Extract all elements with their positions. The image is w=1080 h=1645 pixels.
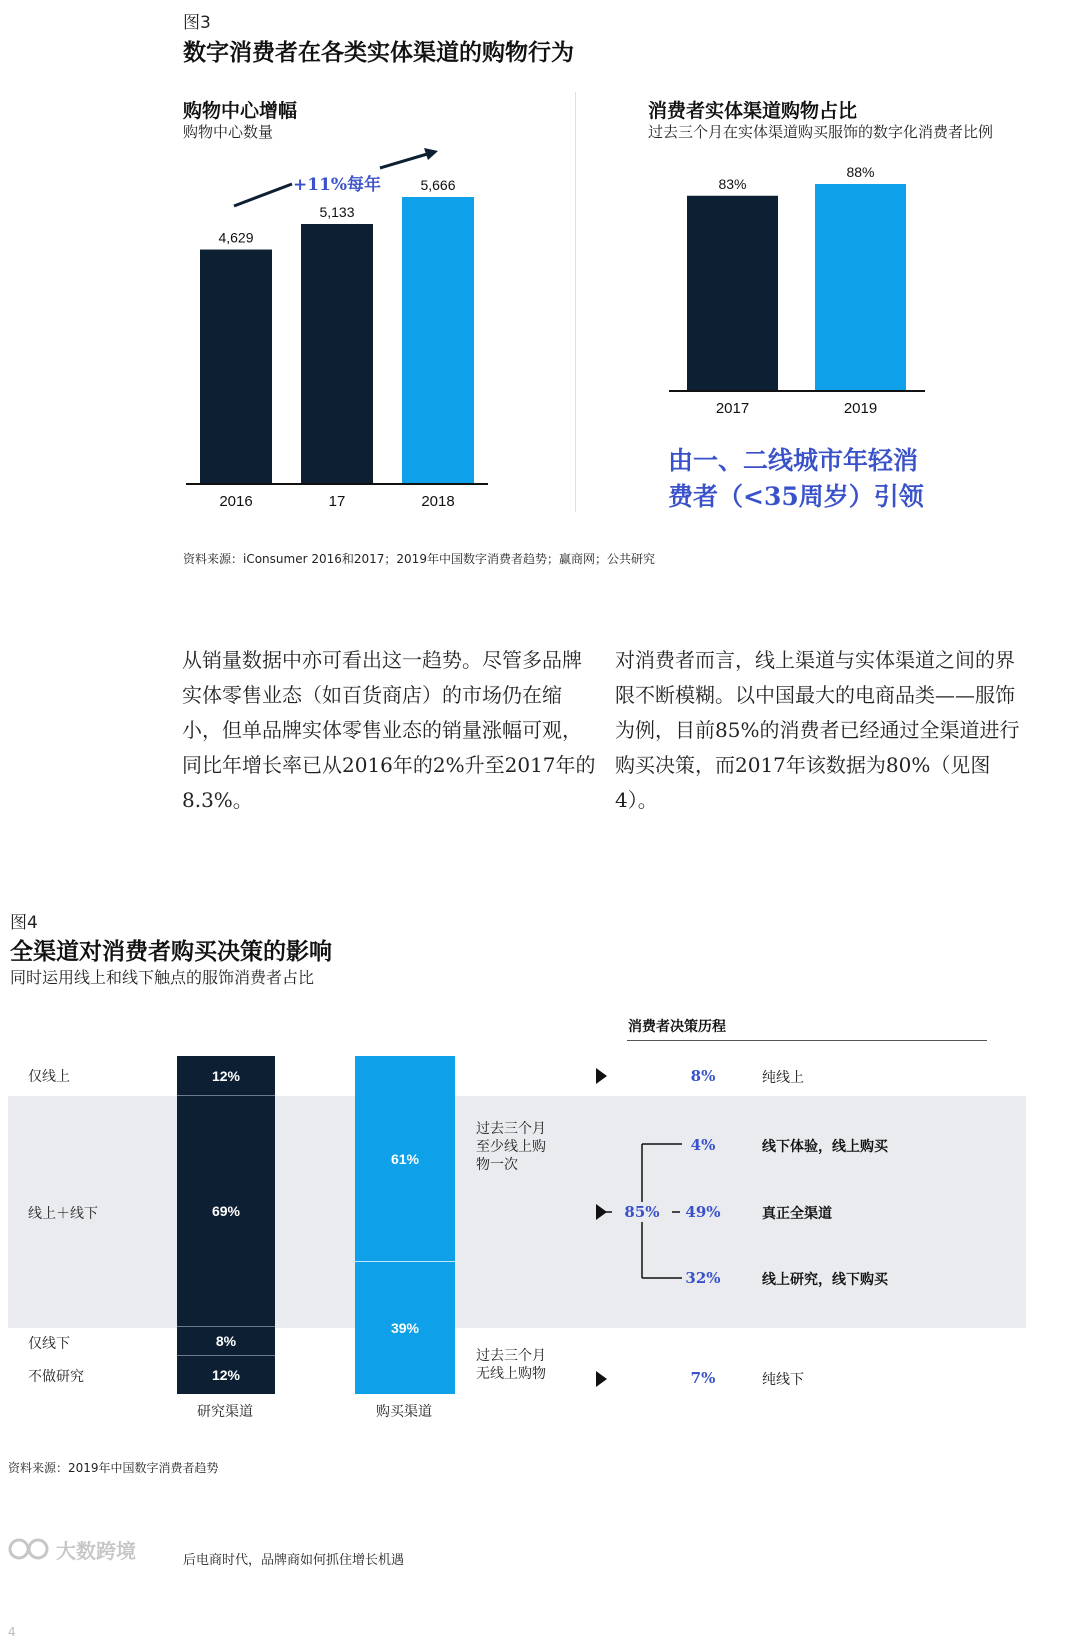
segment-offline-only: 8% [177, 1327, 275, 1356]
annotation-line-1: 由一、二线城市年轻消 [668, 446, 919, 475]
bar-17 [301, 224, 373, 484]
online-research-label: 线上研究，线下购买 [762, 1272, 888, 1288]
body-paragraph-right: 对消费者而言，线上渠道与实体渠道之间的界限不断模糊。以中国最大的电商品类——服饰为例，目前85%的消费者已经通过全渠道进行购买决策，而2017年该数据为80%（见图4）。 [615, 648, 1020, 812]
footer-text: 后电商时代，品牌商如何抓住增长机遇 [183, 1553, 405, 1568]
segment-no-online-purchase: 39% [390, 1320, 420, 1336]
pure-offline-label: 纯线下 [762, 1372, 804, 1388]
note-line: 过去三个月 [476, 1348, 546, 1364]
journey-header-rule [627, 1040, 987, 1041]
mall-growth-subtitle: 购物中心数量 [183, 123, 274, 141]
annotation-line-2: 费者（<35周岁）引领 [668, 482, 924, 511]
watermark-icon [8, 1536, 50, 1562]
bar-value-label: 5,666 [420, 177, 456, 193]
row-label-offline-only: 仅线下 [28, 1336, 70, 1352]
online-research-pct: 32% [685, 1269, 721, 1287]
offline-experience-pct: 4% [690, 1136, 716, 1154]
research-channel-bar [177, 1056, 275, 1394]
row-label-online-offline: 线上＋线下 [28, 1206, 98, 1222]
watermark-logo [8, 1532, 138, 1566]
body-paragraph-left: 从销量数据中亦可看出这一趋势。尽管多品牌实体零售业态（如百货商店）的市场仍在缩小，但单品牌实体零售业态的销量涨幅可观，同比年增长率已从2016年的2%升至2017年的8.3%。 [182, 648, 596, 812]
note-no-online-purchase [476, 1347, 546, 1383]
figure4-subtitle: 同时运用线上和线下触点的服饰消费者占比 [10, 968, 315, 987]
category-tick-label: 2016 [219, 493, 253, 510]
offline-share-title: 消费者实体渠道购物占比 [648, 100, 858, 122]
bar-value-label: 5,133 [319, 203, 355, 220]
watermark-text: 大数跨境 [56, 1538, 136, 1563]
row-label-online-only: 仅线上 [28, 1069, 70, 1085]
trend-line-right [380, 152, 434, 168]
purchase-channel-bar [355, 1056, 455, 1394]
bar-2016 [200, 250, 272, 484]
pure-offline-pct: 7% [690, 1369, 716, 1387]
figure3-label: 图3 [183, 13, 211, 33]
category-tick-label: 17 [328, 493, 346, 510]
pure-online-label: 纯线上 [762, 1070, 804, 1086]
arrow-right-icon [596, 1371, 607, 1387]
bar-value-label: 4,629 [218, 229, 254, 246]
purchase-channel-label: 购买渠道 [376, 1404, 432, 1420]
category-tick-label: 2019 [843, 400, 878, 417]
research-channel-label: 研究渠道 [197, 1404, 253, 1420]
note-line: 物一次 [476, 1157, 518, 1173]
bar-2017 [687, 196, 778, 391]
growth-rate-label: +11%每年 [293, 175, 382, 195]
trend-line-left [234, 184, 292, 206]
note-line: 至少线上购 [476, 1139, 546, 1155]
note-bought-online [476, 1120, 546, 1174]
figure3-title: 数字消费者在各类实体渠道的购物行为 [183, 39, 574, 66]
segment-online-offline: 69% [177, 1096, 275, 1327]
offline-share-subtitle: 过去三个月在实体渠道购买服饰的数字化消费者比例 [648, 123, 994, 141]
bar-value-label: 83% [718, 175, 747, 192]
figure4-title: 全渠道对消费者购买决策的影响 [10, 938, 332, 965]
offline-share-chart [665, 150, 945, 420]
arrow-right-icon [596, 1068, 607, 1084]
omnichannel-total-pct: 85% [612, 1203, 672, 1221]
segment-online-only: 12% [177, 1056, 275, 1096]
segment-bought-online: 61% [355, 1056, 455, 1262]
category-tick-label: 2017 [715, 400, 750, 417]
mall-growth-title: 购物中心增幅 [183, 100, 298, 122]
mall-growth-chart [180, 140, 500, 520]
true-omnichannel-label: 真正全渠道 [762, 1206, 832, 1222]
true-omnichannel-pct: 49% [685, 1203, 721, 1221]
category-tick-label: 2018 [421, 493, 455, 510]
trend-arrowhead [424, 148, 438, 160]
pure-online-pct: 8% [690, 1067, 716, 1085]
page-number: 4 [8, 1625, 16, 1639]
bar-value-label: 88% [846, 164, 875, 180]
figure4-source: 资料来源：2019年中国数字消费者趋势 [8, 1461, 219, 1475]
figure3-source: 资料来源：iConsumer 2016和2017；2019年中国数字消费者趋势；赢商网；公共研究 [183, 552, 655, 566]
figure4-label: 图4 [10, 913, 38, 933]
offline-experience-label: 线下体验，线上购买 [762, 1139, 888, 1155]
journey-header: 消费者决策历程 [628, 1019, 726, 1035]
note-line: 无线上购物 [476, 1366, 546, 1382]
segment-no-research: 12% [211, 1367, 241, 1383]
chart-divider [575, 92, 576, 512]
note-line: 过去三个月 [476, 1121, 546, 1137]
bar-2018 [402, 197, 474, 484]
bar-2019 [815, 184, 906, 391]
row-label-no-research: 不做研究 [28, 1369, 84, 1385]
